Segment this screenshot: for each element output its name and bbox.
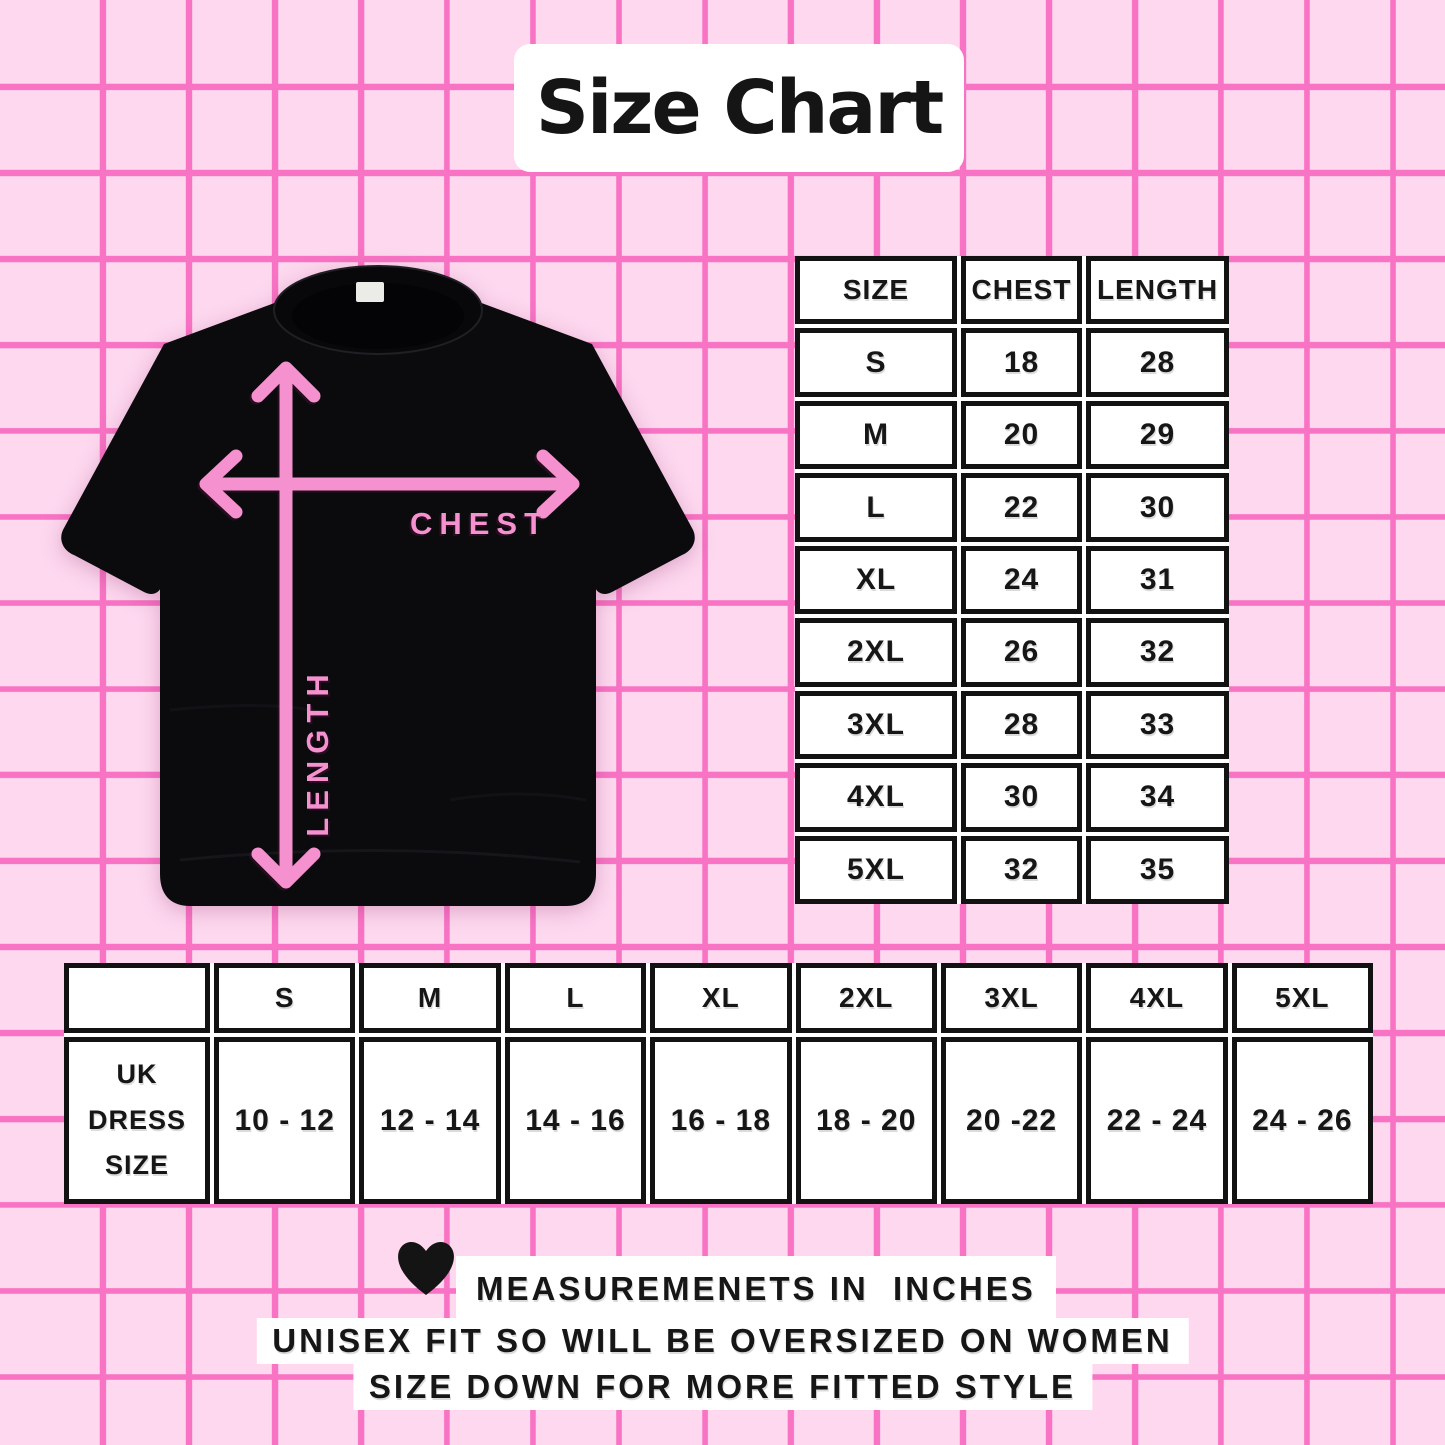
tshirt-body: [61, 273, 695, 907]
table-cell: 10 - 12: [214, 1037, 355, 1204]
table-cell: L: [795, 473, 957, 541]
table-cell: 14 - 16: [505, 1037, 646, 1204]
table-header-cell: S: [214, 963, 355, 1033]
table-cell: 18: [961, 328, 1082, 396]
table-cell: 32: [1086, 618, 1229, 686]
chest-measure-label: CHEST: [409, 506, 551, 541]
table-cell: S: [795, 328, 957, 396]
table-cell: 20: [961, 401, 1082, 469]
uk-dress-size-table: [64, 963, 1373, 1204]
page-title: Size Chart: [535, 65, 943, 151]
table-cell: 12 - 14: [359, 1037, 500, 1204]
table-header-cell: [64, 963, 210, 1033]
table-cell: 35: [1086, 836, 1229, 904]
table-cell: 28: [1086, 328, 1229, 396]
table-header-cell: 5XL: [1232, 963, 1373, 1033]
fit-note-line1: UNISEX FIT SO WILL BE OVERSIZED ON WOMEN: [256, 1318, 1188, 1364]
table-cell: 5XL: [795, 836, 957, 904]
table-cell: 29: [1086, 401, 1229, 469]
table-cell: M: [795, 401, 957, 469]
table-header-cell: M: [359, 963, 500, 1033]
table-header-cell: XL: [650, 963, 791, 1033]
table-cell: 16 - 18: [650, 1037, 791, 1204]
table-header-cell: SIZE: [795, 256, 957, 324]
table-header-cell: LENGTH: [1086, 256, 1229, 324]
tshirt-neck-tag: [356, 282, 384, 302]
table-cell: 28: [961, 691, 1082, 759]
table-cell: 20 -22: [941, 1037, 1082, 1204]
heart-icon: [394, 1237, 458, 1299]
tshirt-figure: [20, 240, 720, 940]
table-cell: 33: [1086, 691, 1229, 759]
table-cell: 34: [1086, 763, 1229, 831]
table-header-cell: 4XL: [1086, 963, 1227, 1033]
table-cell: 2XL: [795, 618, 957, 686]
table-cell: 26: [961, 618, 1082, 686]
table-cell: 30: [961, 763, 1082, 831]
table-cell: 4XL: [795, 763, 957, 831]
fit-note-line2: SIZE DOWN FOR MORE FITTED STYLE: [353, 1364, 1092, 1410]
table-cell: 31: [1086, 546, 1229, 614]
table-cell: XL: [795, 546, 957, 614]
length-measure-label: LENGTH: [300, 667, 335, 837]
table-cell: 24: [961, 546, 1082, 614]
measurements-note: MEASUREMENETS IN INCHES: [456, 1256, 1056, 1322]
table-header-cell: 2XL: [796, 963, 937, 1033]
title-panel: [514, 44, 964, 172]
table-cell: 32: [961, 836, 1082, 904]
table-cell: 18 - 20: [796, 1037, 937, 1204]
table-cell: 24 - 26: [1232, 1037, 1373, 1204]
table-cell: 30: [1086, 473, 1229, 541]
table-cell: 22 - 24: [1086, 1037, 1227, 1204]
tshirt-image: [20, 240, 720, 940]
table-header-cell: L: [505, 963, 646, 1033]
table-cell: UK DRESS SIZE: [64, 1037, 210, 1204]
table-header-cell: 3XL: [941, 963, 1082, 1033]
size-measurements-table: [795, 256, 1229, 904]
table-header-cell: CHEST: [961, 256, 1082, 324]
table-cell: 3XL: [795, 691, 957, 759]
table-cell: 22: [961, 473, 1082, 541]
